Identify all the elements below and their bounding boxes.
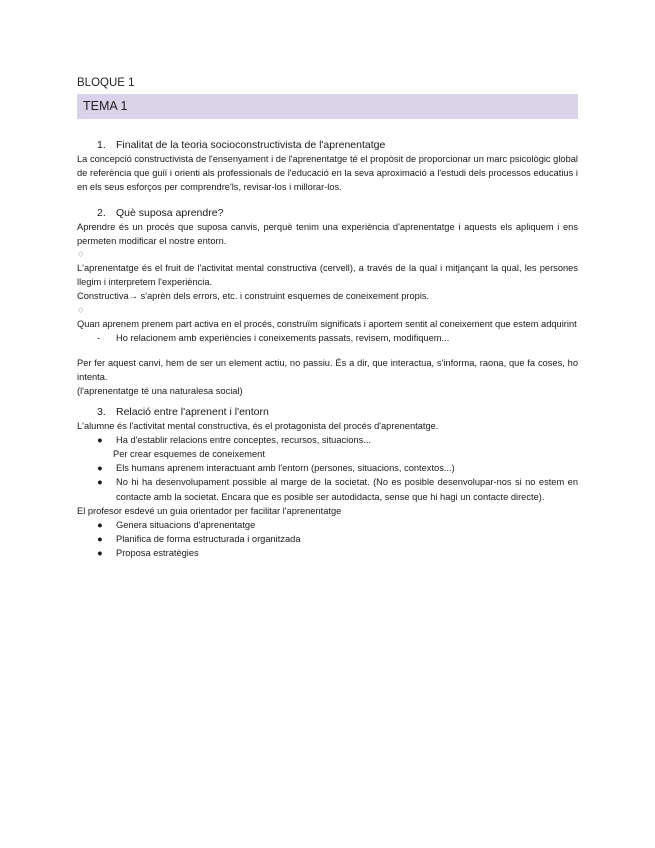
section-2-heading: 2. Què suposa aprendre? (97, 206, 224, 219)
list-item-sub: Per crear esquemes de coneixement (113, 449, 265, 460)
section-2-paragraph-3: Constructiva→ s'aprèn dels errors, etc. i construint esquemes de coneixement propis. (77, 291, 430, 302)
section-2-paragraph-6: (l'aprenentatge té una naturalesa social) (77, 386, 243, 397)
bullet-icon: ● (97, 463, 103, 474)
document-body (77, 138, 578, 561)
bullet-icon: ● (97, 434, 103, 445)
section-1-heading: 1. Finalitat de la teoria socioconstructivista de l'aprenentatge (97, 139, 386, 151)
bullet-icon: ● (97, 548, 103, 559)
list-item: - Ho relacionem amb experiències i coneixements passats, revisem, modifiquem... (77, 331, 578, 345)
section-3-paragraph-1: L'alumne és l'activitat mental constructiva, és el protagonista del procés d'aprenentatge. (77, 420, 439, 431)
section-2-paragraph-2: L'aprenentatge és el fruit de l'activitat mental constructiva (cervell), a través de la qual i mitjançant la qual, les persones llegim i interpretem l'experiència. (77, 263, 578, 288)
diamond-icon: ◇ (78, 306, 84, 314)
list-item: ● Proposa estratègies (77, 546, 578, 560)
list-item: ● Ha d'establir relacions entre conceptes, recursos, situacions... (77, 433, 578, 447)
list-item: ● Planifica de forma estructurada i organitzada (77, 532, 578, 546)
dash-icon: - (97, 332, 101, 343)
bullet-icon: ● (97, 534, 103, 545)
section-2-paragraph-4: Quan aprenem prenem part activa en el procés, construïm significats i aportem sentit al coneixement que estem adquirint (77, 318, 577, 329)
list-item: ● Genera situacions d'aprenentatge (77, 518, 578, 532)
bullet-icon: ● (97, 477, 103, 488)
section-3-heading: 3. Relació entre l'aprenent i l'entorn (97, 405, 269, 418)
section-3-paragraph-2: El profesor esdevé un guia orientador per facilitar l'aprenentatge (77, 505, 342, 516)
bloque-heading: BLOQUE 1 (77, 77, 135, 89)
tema-banner (77, 94, 578, 119)
section-1-paragraph: La concepció constructivista de l'ensenyament i de l'aprenentatge té el propòsit de proporcionar un marc psicològic global de referència que guiï i orienti als professionals de l'educació en la seva aproximació a l'estudi dels processos educatius i en els seus esforços per comprendre'ls, revisar-los i millorar-los. (77, 154, 578, 193)
section-2-dash-list (77, 331, 578, 345)
list-item: ● No hi ha desenvolupament possible al marge de la societat. (No es posible desenvolupar-nos si no estem en contacte amb la societat. Encara que es posible ser autodidacta, sense que hi hagi un contacte directe). (97, 477, 578, 502)
section-3-bullet-list-1 (77, 433, 578, 504)
section-2-paragraph-5: Per fer aquest canvi, hem de ser un element actiu, no passiu. És a dir, que interactua, s'informa, raona, que fa coses, ho intenta. (77, 358, 578, 383)
bullet-icon: ● (97, 520, 103, 531)
section-2-paragraph-1: Aprendre és un procés que suposa canvis, perquè tenim una experiència d'aprenentatge i aquests els apliquem i ens permeten modificar el nostre entorn. (77, 221, 578, 246)
tema-title: TEMA 1 (83, 99, 128, 113)
list-item: ● Els humans aprenem interactuant amb l'entorn (persones, situacions, contextos...) (77, 461, 578, 475)
section-3-bullet-list-2 (77, 518, 578, 561)
diamond-icon: ◇ (78, 251, 84, 259)
